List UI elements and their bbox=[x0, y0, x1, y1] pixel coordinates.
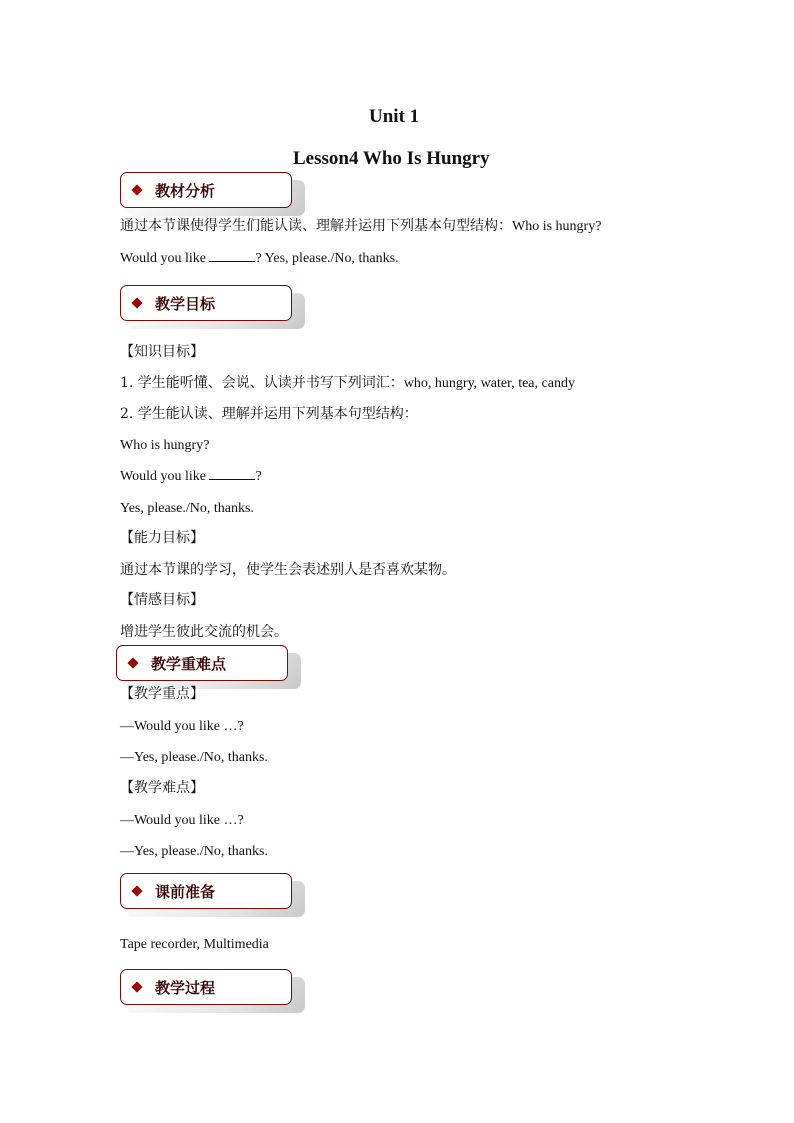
analysis-line-1-en: Who is hungry? bbox=[512, 219, 602, 234]
section-header-objectives bbox=[120, 285, 292, 321]
objective-item-1 bbox=[120, 373, 575, 394]
ability-text: 通过本节课的学习，使学生会表述别人是否喜欢某物。 bbox=[120, 562, 456, 578]
difficulty-heading: 【教学难点】 bbox=[120, 780, 204, 796]
section-label: 教学过程 bbox=[155, 979, 216, 997]
emotion-heading: 【情感目标】 bbox=[120, 592, 204, 608]
section-header-key-points bbox=[116, 645, 288, 681]
focus-line-1-text: —Would you like …? bbox=[120, 719, 244, 734]
sentence-1 bbox=[120, 435, 209, 456]
section-label: 教学目标 bbox=[155, 295, 216, 313]
objective-item-2: 2. 学生能认读、理解并运用下列基本句型结构： bbox=[120, 406, 418, 422]
focus-line-2-text: —Yes, please./No, thanks. bbox=[120, 750, 268, 765]
focus-heading: 【教学重点】 bbox=[120, 686, 204, 702]
diamond-bullet-icon bbox=[131, 981, 142, 992]
preparation-text-content: Tape recorder, Multimedia bbox=[120, 937, 269, 952]
unit-title: Unit 1 bbox=[369, 106, 420, 127]
sentence-2-start: Would you like bbox=[120, 469, 210, 484]
section-label: 课前准备 bbox=[155, 883, 216, 901]
section-header-analysis bbox=[120, 172, 292, 208]
section-header-process bbox=[120, 969, 292, 1005]
sentence-2 bbox=[120, 466, 262, 487]
knowledge-heading: 【知识目标】 bbox=[120, 344, 204, 360]
section-label: 教学重难点 bbox=[151, 655, 227, 673]
focus-line-2 bbox=[120, 747, 268, 768]
objective-item-1-cn: 1. 学生能听懂、会说、认读并书写下列词汇： bbox=[120, 375, 404, 391]
analysis-line-2 bbox=[120, 248, 399, 269]
difficulty-line-2 bbox=[120, 841, 268, 862]
preparation-text bbox=[120, 934, 269, 955]
analysis-line-1-cn: 通过本节课使得学生们能认读、理解并运用下列基本句型结构： bbox=[120, 218, 512, 234]
analysis-line-2-start: Would you like bbox=[120, 251, 210, 266]
sentence-3 bbox=[120, 498, 254, 519]
analysis-line-1 bbox=[120, 216, 601, 237]
difficulty-line-1 bbox=[120, 810, 244, 831]
sentence-3-text: Yes, please./No, thanks. bbox=[120, 501, 254, 516]
sentence-2-end: ? bbox=[255, 469, 262, 484]
diamond-bullet-icon bbox=[127, 657, 138, 668]
section-label: 教材分析 bbox=[155, 182, 216, 200]
sentence-1-text: Who is hungry? bbox=[120, 438, 210, 453]
ability-heading: 【能力目标】 bbox=[120, 530, 204, 546]
diamond-bullet-icon bbox=[131, 885, 142, 896]
emotion-text: 增进学生彼此交流的机会。 bbox=[120, 624, 288, 640]
focus-line-1 bbox=[120, 716, 244, 737]
fill-blank bbox=[209, 467, 255, 480]
difficulty-line-1-text: —Would you like …? bbox=[120, 813, 244, 828]
section-header-preparation bbox=[120, 873, 292, 909]
objective-item-1-en: who, hungry, water, tea, candy bbox=[403, 376, 575, 391]
diamond-bullet-icon bbox=[131, 184, 142, 195]
lesson-title: Lesson4 Who Is Hungry bbox=[293, 148, 490, 169]
fill-blank bbox=[209, 249, 255, 262]
diamond-bullet-icon bbox=[131, 297, 142, 308]
analysis-line-2-end: ? Yes, please./No, thanks. bbox=[255, 251, 399, 266]
difficulty-line-2-text: —Yes, please./No, thanks. bbox=[120, 844, 268, 859]
